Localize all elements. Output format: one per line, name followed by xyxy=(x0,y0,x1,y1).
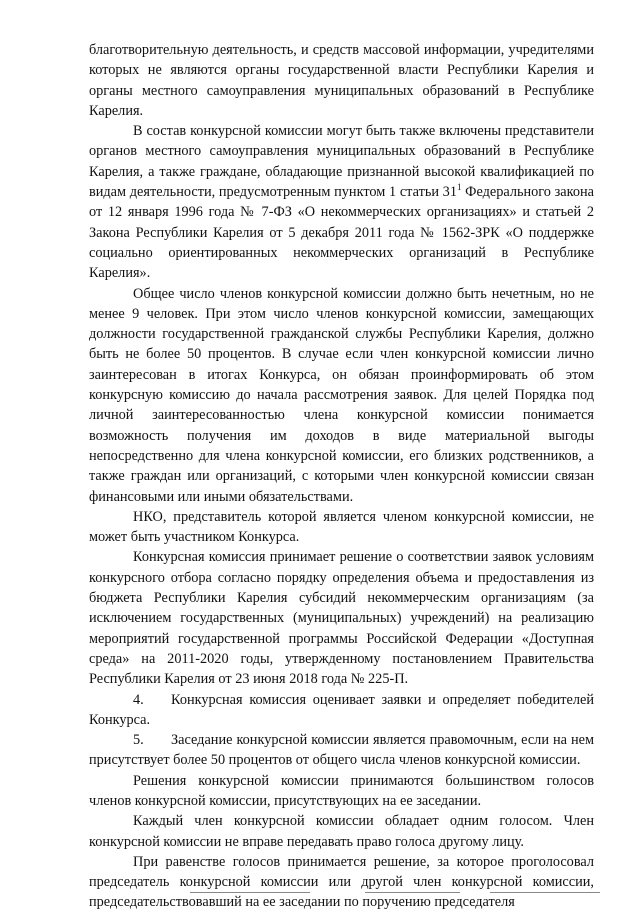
footnote-superscript: 1 xyxy=(456,182,462,193)
item-number: 5. xyxy=(133,732,144,749)
paragraph-10: При равенстве голосов принимается решение, за которое проголосовал председатель конкурсной комиссии или другой член конкурсной комиссии, председательствовавший на ее заседании по поручению председателя xyxy=(89,853,594,911)
paragraph-item-5 xyxy=(89,730,594,771)
footer-rule-segment xyxy=(190,892,310,893)
paragraph-2-tail: Федерального закона от 12 января 1996 года № 7-ФЗ «О некоммерческих организациях» и статьей 2 Закона Республики Карелия от 5 декабря 2011 года № 1562-ЗРК «О поддержке социально ориентированных некоммерческих организаций в Республике Карелия». xyxy=(89,184,594,282)
paragraph-8: Решения конкурсной комиссии принимаются большинством голосов членов конкурсной комиссии, присутствующих на ее заседании. xyxy=(89,772,594,809)
item-text: Заседание конкурсной комиссии является правомочным, если на нем присутствует более 50 процентов от общего числа членов конкурсной комиссии. xyxy=(89,732,594,769)
paragraph-1: благотворительную деятельность, и средств массовой информации, учредителями которых не являются органы государственной власти Республики Карелия и органы местного самоуправления муниципальных образований в Республике Карелия. xyxy=(89,42,594,119)
footer-rule-segment xyxy=(365,892,460,893)
paragraph-5: Конкурсная комиссия принимает решение о соответствии заявок условиям конкурсного отбора согласно порядку определения объема и предоставления из бюджета Республики Карелия субсидий некоммерческим организациям (за исключением государственных (муниципальных) учреждений) на реализацию мероприятий государственной программы Российской Федерации «Доступная среда» на 2011-2020 годы, утвержденному постановлением Правительства Республики Карелия от 23 июня 2018 года № 225-П. xyxy=(89,549,594,688)
paragraph-4: НКО, представитель которой является членом конкурсной комиссии, не может быть участником Конкурса. xyxy=(89,508,594,546)
footer-rule xyxy=(190,892,610,895)
paragraph-2 xyxy=(89,121,594,283)
paragraph-3: Общее число членов конкурсной комиссии должно быть нечетным, но не менее 9 человек. При этом число членов конкурсной комиссии, замещающих должности государственной гражданской службы Республики Карелия, должно быть не более 50 процентов. В случае если член конкурсной комиссии лично заинтересован в итогах Конкурса, он обязан проинформировать об этом конкурсную комиссию до начала рассмотрения заявок. Для целей Порядка под личной заинтересованностью члена конкурсной комиссии понимается возможность получения им доходов в виде материальной выгоды непосредственно для члена конкурсной комиссии, его близких родственников, а также граждан или организаций, с которыми член конкурсной комиссии связан финансовыми или иными обязательствами. xyxy=(89,285,594,505)
paragraph-2-text: В состав конкурсной комиссии могут быть также включены представители органов местного самоуправления муниципальных образований в Республике Карелия, а также граждане, обладающие признанной высокой квалификацией по видам деятельности, предусмотренным пунктом 1 статьи 31 xyxy=(89,123,594,201)
paragraph-item-4 xyxy=(89,690,594,731)
item-text: Конкурсная комиссия оценивает заявки и определяет победителей Конкурса. xyxy=(89,691,594,728)
item-number: 4. xyxy=(133,691,144,708)
document-body xyxy=(89,40,594,913)
paragraph-9: Каждый член конкурсной комиссии обладает одним голосом. Член конкурсной комиссии не вправе передавать право голоса другому лицу. xyxy=(89,813,594,850)
footer-rule-segment xyxy=(490,892,600,893)
